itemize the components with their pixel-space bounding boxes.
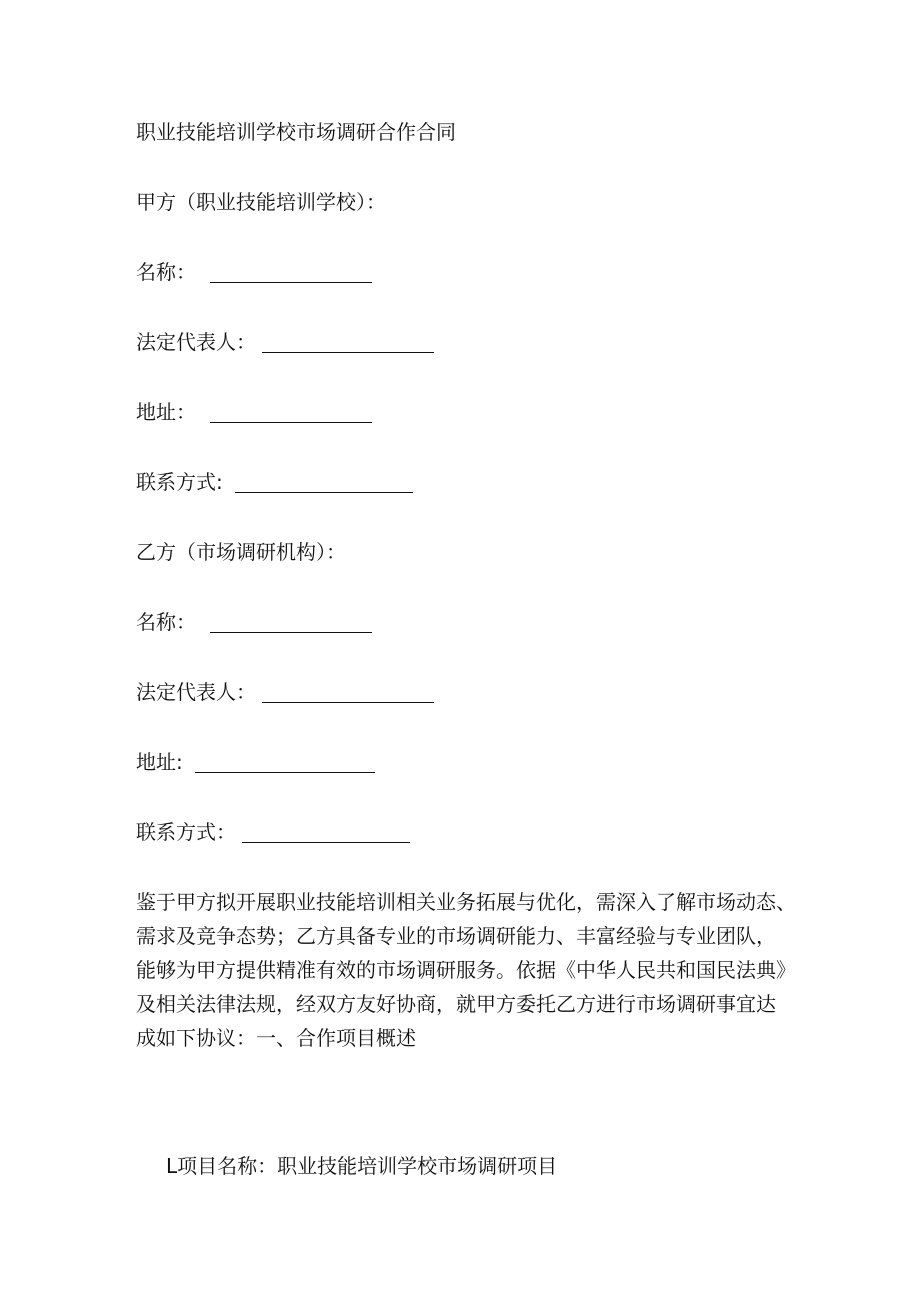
party-b-name-label: 名称： [136,610,196,634]
party-b-address-field[interactable] [195,752,375,773]
party-b-contact-field[interactable] [242,822,410,843]
preamble-line: 及相关法律法规，经双方友好协商，就甲方委托乙方进行市场调研事宜达 [136,992,776,1016]
party-a-contact-field[interactable] [235,472,413,493]
party-b-heading: 乙方（市场调研机构）： [136,540,346,564]
party-a-name-field[interactable] [210,262,372,283]
party-b-address-row [136,748,375,776]
party-a-rep-label: 法定代表人： [136,330,256,354]
party-a-name-row [136,258,372,286]
party-b-rep-row [136,678,434,706]
document-title: 职业技能培训学校市场调研合作合同 [136,120,456,144]
preamble-line: 成如下协议：一、合作项目概述 [136,1026,416,1050]
party-b-name-field[interactable] [210,612,372,633]
preamble-line: 需求及竞争态势；乙方具备专业的市场调研能力、丰富经验与专业团队， [136,924,776,948]
party-a-rep-row [136,328,434,356]
party-a-address-label: 地址： [136,400,196,424]
party-b-address-label: 地址: [136,750,183,774]
party-a-name-label: 名称： [136,260,196,284]
item-project-name: L项目名称：职业技能培训学校市场调研项目 [166,1154,558,1178]
party-a-rep-field[interactable] [262,332,434,353]
preamble-line: 鉴于甲方拟开展职业技能培训相关业务拓展与优化，需深入了解市场动态、 [136,890,796,914]
party-a-address-field[interactable] [210,402,372,423]
preamble-paragraph [136,885,816,1055]
party-b-rep-field[interactable] [262,682,434,703]
party-b-contact-label: 联系方式： [136,820,236,844]
preamble-line: 能够为甲方提供精准有效的市场调研服务。依据《中华人民共和国民法典》 [136,958,796,982]
party-a-address-row [136,398,372,426]
party-a-heading: 甲方（职业技能培训学校）： [136,190,386,214]
party-b-rep-label: 法定代表人： [136,680,256,704]
party-a-contact-row [136,468,413,496]
party-b-name-row [136,608,372,636]
party-b-contact-row [136,818,410,846]
party-a-contact-label: 联系方式: [136,470,223,494]
